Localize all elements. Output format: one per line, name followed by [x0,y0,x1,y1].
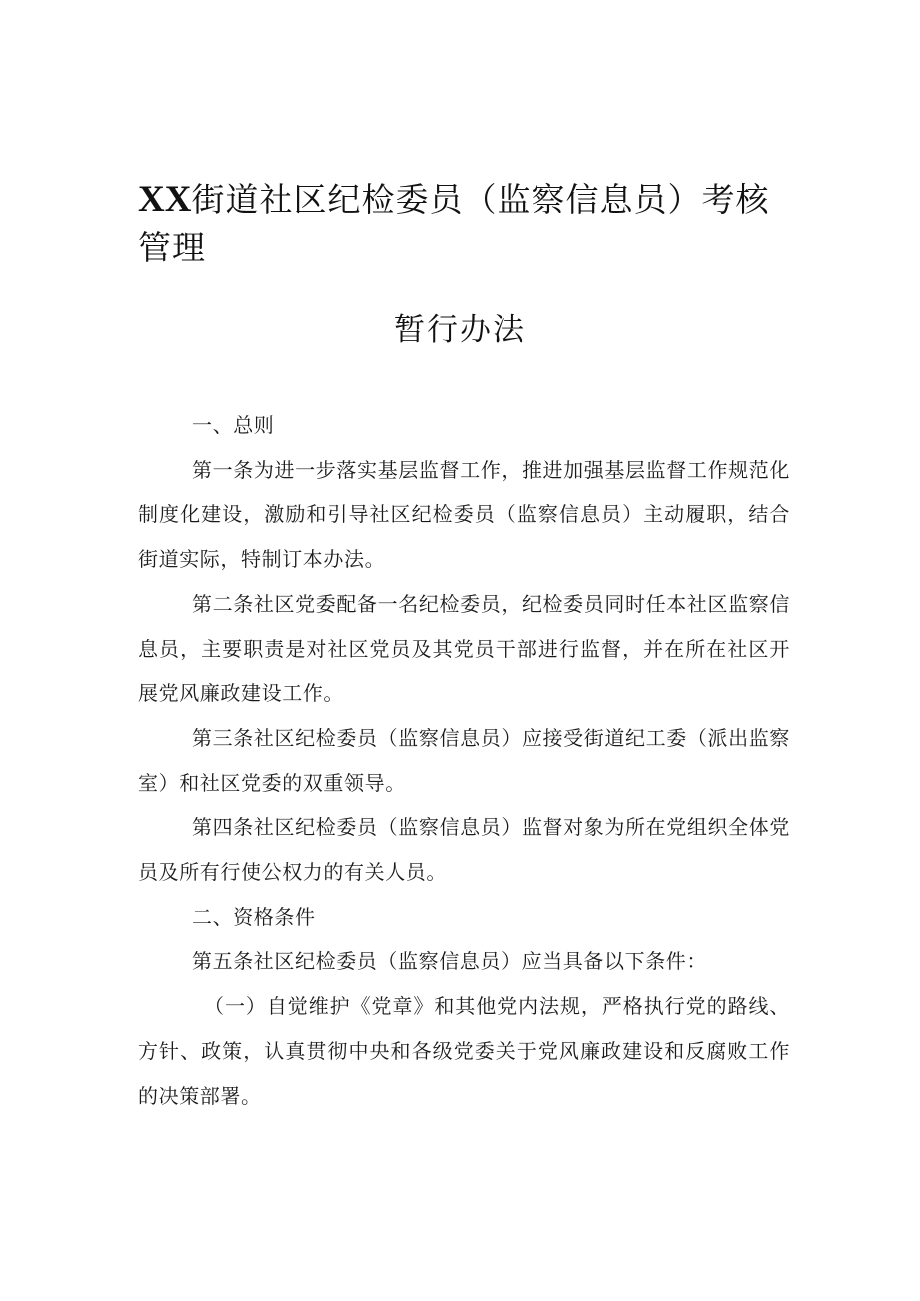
article-5-item-1: （一）自觉维护《党章》和其他党内法规，严格执行党的路线、方针、政策，认真贯彻中央和各级党委关于党风廉政建设和反腐败工作的决策部署。 [138,994,790,1108]
section-heading-qualifications: 二、资格条件 [192,904,316,929]
article-4: 第四条社区纪检委员（监察信息员）监督对象为所在党组织全体党员及所有行使公权力的有关人员。 [138,815,790,885]
document-subtitle: 暂行办法 [394,312,526,348]
document-body [138,403,790,1118]
title-prefix: XX [138,179,192,220]
section-heading-general: 一、总则 [192,413,275,437]
article-2: 第二条社区党委配备一名纪检委员，纪检委员同时任本社区监察信息员，主要职责是对社区党员及其党员干部进行监督，并在所在社区开展党风廉政建设工作。 [138,591,790,706]
title-text: 街道社区纪检委员（监察信息员）考核管理 [138,180,770,267]
article-3: 第三条社区纪检委员（监察信息员）应接受街道纪工委（派出监察室）和社区党委的双重领导。 [138,725,790,795]
article-5: 第五条社区纪检委员（监察信息员）应当具备以下条件： [192,949,707,974]
document-title [138,176,798,272]
article-1: 第一条为进一步落实基层监督工作，推进加强基层监督工作规范化制度化建设，激励和引导社区纪检委员（监察信息员）主动履职，结合街道实际，特制订本办法。 [138,457,790,572]
